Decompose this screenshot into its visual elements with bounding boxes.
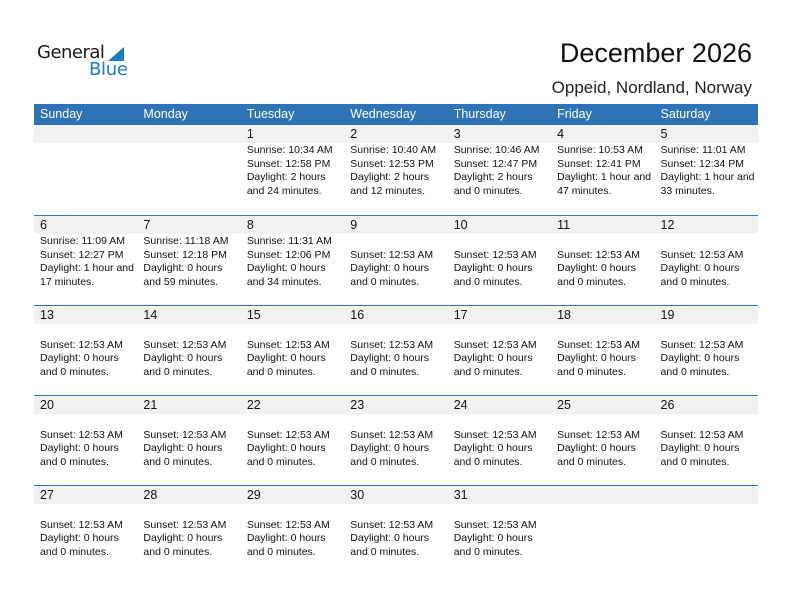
sunset-text: Sunset: 12:53 AM <box>350 338 434 351</box>
day-number: 14 <box>143 308 158 322</box>
sunset-text: Sunset: 12:06 PM <box>246 248 331 261</box>
weekday-saturday: Saturday <box>660 107 711 121</box>
daylight-text-cont: and 0 minutes. <box>143 545 213 558</box>
sunset-text: Sunset: 12:53 AM <box>40 518 123 531</box>
daylight-text: Daylight: 0 hours <box>350 352 430 364</box>
day-number <box>551 486 654 504</box>
daylight-text-cont: and 0 minutes. <box>246 455 316 468</box>
day-number: 13 <box>40 308 54 322</box>
daylight-text-cont: and 0 minutes. <box>143 365 213 378</box>
day-cell <box>241 234 344 289</box>
daylight-text: Daylight: 0 hours <box>660 352 740 364</box>
day-number: 3 <box>453 127 461 141</box>
day-number: 7 <box>143 218 151 232</box>
daylight-text-cont: and 12 minutes. <box>350 184 425 197</box>
sunset-text: Sunset: 12:53 AM <box>557 338 640 351</box>
day-info-row <box>34 504 758 559</box>
sunset-text: Sunset: 12:53 AM <box>453 338 537 351</box>
sunrise-text <box>247 505 344 519</box>
day-number: 1 <box>246 127 254 141</box>
sunset-text: Sunset: 12:27 PM <box>40 248 124 261</box>
daylight-text <box>40 171 137 185</box>
week-row <box>34 395 758 485</box>
day-cell <box>448 504 551 559</box>
daylight-text: Daylight: 0 hours <box>660 442 740 454</box>
sunset-text: Sunset: 12:47 PM <box>453 157 538 170</box>
day-cell <box>34 143 137 198</box>
day-cell <box>448 414 551 469</box>
daylight-text: Daylight: 0 hours <box>246 532 326 544</box>
day-cell <box>344 504 447 559</box>
logo-text-blue: Blue <box>89 59 128 80</box>
daylight-text: Daylight: 0 hours <box>350 442 430 454</box>
sunset-text: Sunset: 12:53 AM <box>246 428 330 441</box>
daylight-text-cont: and 0 minutes. <box>350 365 420 378</box>
day-cell <box>137 324 240 379</box>
daylight-text: Daylight: 0 hours <box>143 262 223 274</box>
day-cell <box>344 414 447 469</box>
sunset-text: Sunset: 12:53 AM <box>557 248 640 261</box>
daylight-text: Daylight: 0 hours <box>453 262 533 274</box>
day-number: 20 <box>40 398 54 412</box>
sunset-text: Sunset: 12:53 AM <box>453 428 537 441</box>
sunrise-text <box>350 505 447 519</box>
day-cell <box>448 143 551 198</box>
day-info-row <box>34 414 758 469</box>
daylight-text: Daylight: 0 hours <box>557 262 636 274</box>
sunset-text: Sunset: 12:53 AM <box>350 248 434 261</box>
sunrise-text <box>661 325 758 339</box>
daylight-text-cont: and 0 minutes. <box>660 275 730 288</box>
day-cell <box>551 234 654 289</box>
sunrise-text <box>247 415 344 429</box>
day-number-band <box>34 216 758 234</box>
sunrise-text <box>40 505 137 519</box>
day-cell <box>34 234 137 289</box>
daylight-text-cont: and 34 minutes. <box>246 275 322 288</box>
logo-text-general: General <box>37 42 105 63</box>
day-cell <box>551 414 654 469</box>
daylight-text <box>143 171 240 185</box>
daylight-text-cont: and 0 minutes. <box>350 275 420 288</box>
daylight-text: Daylight: 1 hour and <box>40 262 134 274</box>
daylight-text-cont: and 0 minutes. <box>557 275 626 288</box>
sunrise-text <box>557 505 654 519</box>
sunrise-text: Sunrise: 11:01 AM <box>660 144 746 156</box>
day-number: 16 <box>350 308 365 322</box>
sunrise-text <box>454 235 551 249</box>
day-info-row <box>34 143 758 198</box>
daylight-text: Daylight: 0 hours <box>143 442 223 454</box>
daylight-text: Daylight: 2 hours <box>453 171 533 183</box>
sunrise-text <box>350 235 447 249</box>
sunset-text: Sunset: 12:53 PM <box>350 157 434 170</box>
day-number: 29 <box>246 488 261 502</box>
sunset-text: Sunset: 12:58 PM <box>246 157 331 170</box>
daylight-text-cont <box>661 546 758 560</box>
daylight-text: Daylight: 1 hour and <box>557 171 652 183</box>
sunset-text <box>557 519 654 533</box>
daylight-text: Daylight: 1 hour and <box>660 171 755 183</box>
day-cell <box>241 324 344 379</box>
daylight-text-cont: and 0 minutes. <box>246 545 316 558</box>
day-number: 30 <box>350 488 365 502</box>
sunrise-text: Sunrise: 10:53 AM <box>557 144 643 156</box>
sunrise-text <box>661 235 758 249</box>
day-number: 5 <box>660 127 668 141</box>
day-cell <box>448 234 551 289</box>
daylight-text-cont <box>143 185 240 199</box>
day-cell <box>655 414 758 469</box>
page-title: December 2026 <box>559 38 752 68</box>
sunset-text: Sunset: 12:53 AM <box>246 338 330 351</box>
sunrise-text <box>247 325 344 339</box>
daylight-text: Daylight: 0 hours <box>350 532 430 544</box>
day-number <box>137 125 240 143</box>
weekday-header-row <box>34 104 758 125</box>
day-number-band <box>34 486 758 504</box>
daylight-text-cont: and 0 minutes. <box>453 184 523 197</box>
day-number: 11 <box>557 218 571 232</box>
daylight-text <box>661 532 758 546</box>
daylight-text: Daylight: 0 hours <box>246 442 326 454</box>
day-number: 12 <box>660 218 675 232</box>
day-info-row <box>34 234 758 289</box>
daylight-text-cont <box>557 546 654 560</box>
sunset-text: Sunset: 12:53 AM <box>660 248 744 261</box>
day-number: 26 <box>660 398 675 412</box>
daylight-text-cont: and 0 minutes. <box>246 365 316 378</box>
daylight-text-cont: and 0 minutes. <box>350 455 420 468</box>
daylight-text: Daylight: 0 hours <box>40 532 119 544</box>
day-number: 8 <box>246 218 254 232</box>
day-cell <box>344 234 447 289</box>
sunset-text: Sunset: 12:53 AM <box>557 428 640 441</box>
day-cell <box>655 504 758 559</box>
daylight-text-cont: 17 minutes. <box>40 275 95 288</box>
daylight-text: Daylight: 0 hours <box>453 532 533 544</box>
daylight-text: Daylight: 0 hours <box>40 352 119 364</box>
daylight-text: Daylight: 0 hours <box>557 442 636 454</box>
day-number: 28 <box>143 488 158 502</box>
daylight-text-cont: and 0 minutes. <box>453 365 523 378</box>
day-cell <box>655 143 758 198</box>
day-cell <box>551 143 654 198</box>
weeks-container <box>34 125 758 575</box>
day-number: 9 <box>350 218 358 232</box>
day-cell <box>137 143 240 198</box>
daylight-text-cont: 47 minutes. <box>557 184 612 197</box>
sunrise-text: Sunrise: 11:18 AM <box>143 235 229 247</box>
day-number: 17 <box>453 308 468 322</box>
daylight-text-cont: and 0 minutes. <box>557 455 626 468</box>
day-number: 10 <box>453 218 468 232</box>
daylight-text-cont: and 0 minutes. <box>453 275 523 288</box>
daylight-text: Daylight: 0 hours <box>660 262 740 274</box>
daylight-text-cont: and 0 minutes. <box>40 365 109 378</box>
weekday-thursday: Thursday <box>453 107 506 121</box>
sunrise-text <box>143 325 240 339</box>
sunset-text: Sunset: 12:53 AM <box>453 518 537 531</box>
daylight-text: Daylight: 0 hours <box>40 442 119 454</box>
sunrise-text <box>143 505 240 519</box>
daylight-text-cont: and 24 minutes. <box>246 184 322 197</box>
daylight-text-cont: and 59 minutes. <box>143 275 219 288</box>
sunrise-text <box>557 325 654 339</box>
day-cell <box>448 324 551 379</box>
location-subtitle: Oppeid, Nordland, Norway <box>551 78 752 97</box>
sunrise-text <box>350 415 447 429</box>
sunrise-text: Sunrise: 11:31 AM <box>246 235 332 247</box>
daylight-text-cont: and 0 minutes. <box>40 545 109 558</box>
daylight-text: Daylight: 0 hours <box>143 352 223 364</box>
day-number: 21 <box>143 398 158 412</box>
weekday-wednesday: Wednesday <box>350 107 417 121</box>
day-number: 22 <box>246 398 261 412</box>
daylight-text: Daylight: 2 hours <box>246 171 326 183</box>
daylight-text: Daylight: 0 hours <box>350 262 430 274</box>
day-info-row <box>34 324 758 379</box>
day-number-band <box>34 125 758 143</box>
day-cell <box>344 324 447 379</box>
sunrise-text <box>40 144 137 158</box>
day-cell <box>34 324 137 379</box>
sunrise-text <box>661 505 758 519</box>
day-cell <box>241 414 344 469</box>
sunset-text: Sunset: 12:53 AM <box>40 428 123 441</box>
sunrise-text <box>454 415 551 429</box>
day-number: 31 <box>453 488 468 502</box>
daylight-text-cont: and 0 minutes. <box>350 545 420 558</box>
daylight-text: Daylight: 2 hours <box>350 171 430 183</box>
sunrise-text: Sunrise: 11:09 AM <box>40 235 126 247</box>
day-number: 19 <box>660 308 675 322</box>
sunset-text: Sunset: 12:53 AM <box>350 428 434 441</box>
sunrise-text <box>661 415 758 429</box>
daylight-text-cont: and 0 minutes. <box>40 455 109 468</box>
sunset-text: Sunset: 12:53 AM <box>350 518 434 531</box>
daylight-text: Daylight: 0 hours <box>246 262 326 274</box>
sunset-text: Sunset: 12:53 AM <box>453 248 537 261</box>
week-row <box>34 125 758 215</box>
day-number <box>34 125 137 143</box>
day-cell <box>551 324 654 379</box>
day-cell <box>241 504 344 559</box>
day-cell <box>551 504 654 559</box>
generalblue-logo <box>37 42 132 82</box>
sunrise-text: Sunrise: 10:46 AM <box>453 144 540 156</box>
sunset-text <box>40 158 137 172</box>
sunrise-text <box>143 144 240 158</box>
daylight-text-cont <box>40 185 137 199</box>
day-number: 25 <box>557 398 572 412</box>
sunrise-text <box>557 235 654 249</box>
weekday-tuesday: Tuesday <box>246 107 295 121</box>
day-number: 4 <box>557 127 565 141</box>
daylight-text-cont: and 0 minutes. <box>557 365 626 378</box>
sunset-text <box>143 158 240 172</box>
daylight-text: Daylight: 0 hours <box>143 532 223 544</box>
daylight-text-cont: and 0 minutes. <box>453 545 523 558</box>
daylight-text <box>557 532 654 546</box>
sunrise-text <box>40 415 137 429</box>
daylight-text-cont: and 0 minutes. <box>660 455 730 468</box>
sunset-text: Sunset: 12:53 AM <box>143 338 227 351</box>
daylight-text: Daylight: 0 hours <box>557 352 636 364</box>
sunset-text: Sunset: 12:53 AM <box>143 428 227 441</box>
day-number: 15 <box>246 308 261 322</box>
sunrise-text <box>143 415 240 429</box>
day-cell <box>655 324 758 379</box>
day-number-band <box>34 306 758 324</box>
day-cell <box>655 234 758 289</box>
day-number-band <box>34 396 758 414</box>
sunrise-text: Sunrise: 10:40 AM <box>350 144 437 156</box>
sunset-text: Sunset: 12:53 AM <box>660 428 744 441</box>
day-cell <box>34 504 137 559</box>
sunset-text: Sunset: 12:53 AM <box>143 518 227 531</box>
week-row <box>34 305 758 395</box>
sunset-text <box>661 519 758 533</box>
sunrise-text <box>454 505 551 519</box>
day-number: 6 <box>40 218 47 232</box>
sunrise-text: Sunrise: 10:34 AM <box>246 144 333 156</box>
daylight-text: Daylight: 0 hours <box>246 352 326 364</box>
sunset-text: Sunset: 12:18 PM <box>143 248 227 261</box>
daylight-text: Daylight: 0 hours <box>453 352 533 364</box>
daylight-text-cont: 33 minutes. <box>660 184 715 197</box>
daylight-text: Daylight: 0 hours <box>453 442 533 454</box>
day-number: 18 <box>557 308 572 322</box>
weekday-monday: Monday <box>143 107 188 121</box>
day-cell <box>137 234 240 289</box>
day-number: 24 <box>453 398 468 412</box>
sunset-text: Sunset: 12:41 PM <box>557 157 641 170</box>
sunrise-text <box>350 325 447 339</box>
day-cell <box>34 414 137 469</box>
sunset-text: Sunset: 12:53 AM <box>246 518 330 531</box>
sunrise-text <box>454 325 551 339</box>
day-number: 27 <box>40 488 54 502</box>
sunset-text: Sunset: 12:53 AM <box>40 338 123 351</box>
week-row <box>34 215 758 305</box>
weekday-friday: Friday <box>557 107 592 121</box>
day-number <box>655 486 758 504</box>
sunset-text: Sunset: 12:34 PM <box>660 157 744 170</box>
sunrise-text <box>40 325 137 339</box>
weekday-sunday: Sunday <box>40 107 83 121</box>
sunrise-text <box>557 415 654 429</box>
daylight-text-cont: and 0 minutes. <box>660 365 730 378</box>
day-cell <box>137 504 240 559</box>
daylight-text-cont: and 0 minutes. <box>453 455 523 468</box>
sunset-text: Sunset: 12:53 AM <box>660 338 744 351</box>
day-number: 2 <box>350 127 358 141</box>
day-cell <box>137 414 240 469</box>
calendar-grid <box>34 104 758 575</box>
week-row <box>34 485 758 575</box>
day-cell <box>241 143 344 198</box>
day-number: 23 <box>350 398 365 412</box>
daylight-text-cont: and 0 minutes. <box>143 455 213 468</box>
day-cell <box>344 143 447 198</box>
